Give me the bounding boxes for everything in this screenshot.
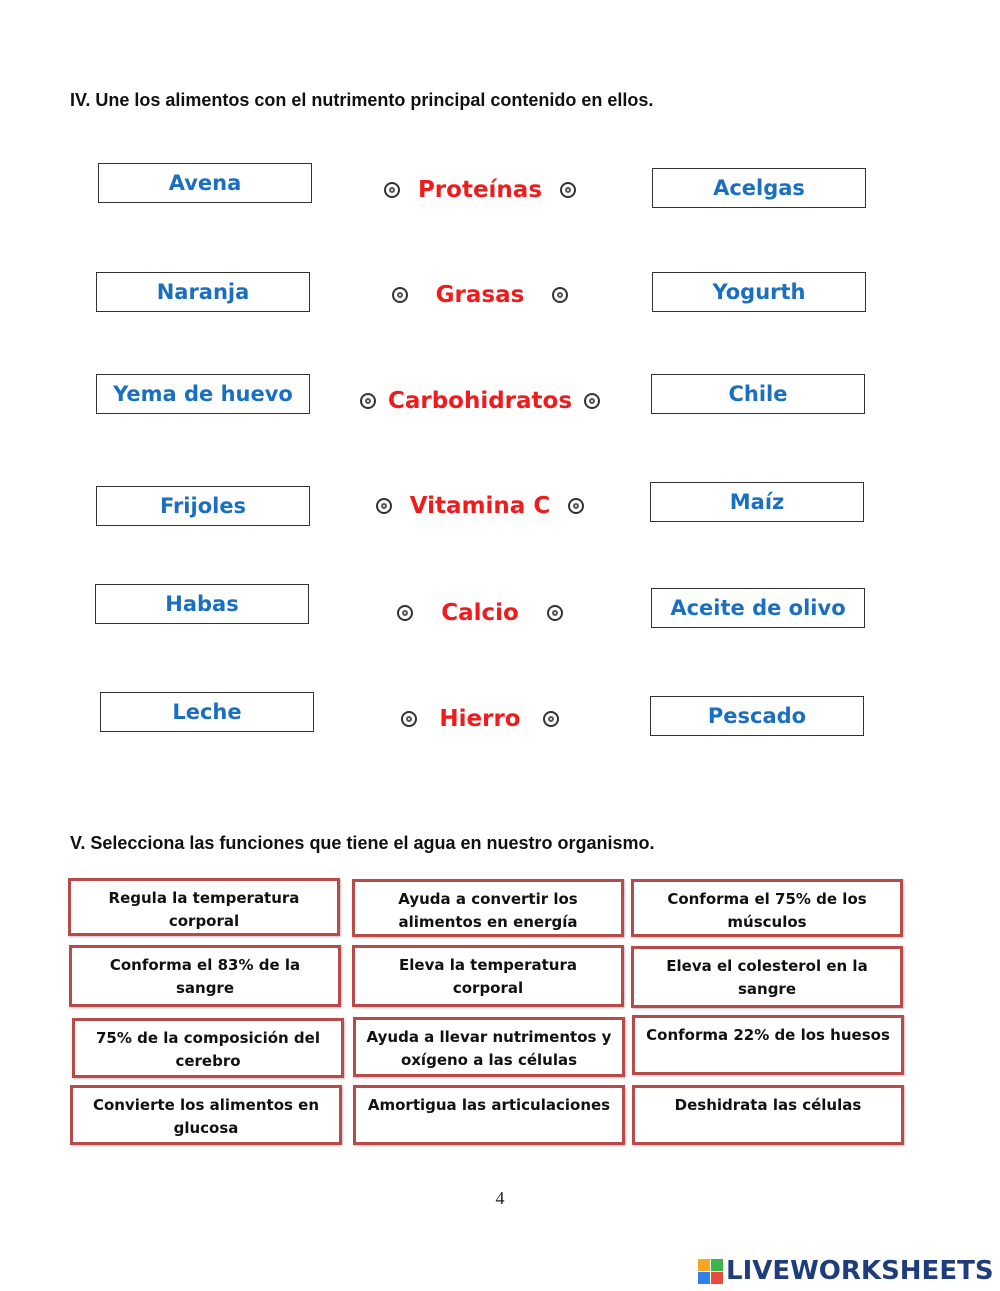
right-food-chile[interactable]: Chile	[651, 374, 865, 414]
match-dot-right-icon[interactable]	[568, 498, 584, 514]
match-dot-right-icon[interactable]	[584, 393, 600, 409]
liveworksheets-logo[interactable]	[698, 1256, 994, 1286]
page-number: 4	[495, 1188, 505, 1208]
nutrient-row-3	[340, 381, 620, 421]
left-food-yema-de-huevo[interactable]: Yema de huevo	[96, 374, 310, 414]
function-option[interactable]: Conforma el 83% de la sangre	[69, 945, 341, 1007]
nutrient-row-5	[340, 593, 620, 633]
logo-text: LIVEWORKSHEETS	[726, 1256, 994, 1286]
function-option[interactable]: Conforma 22% de los huesos	[632, 1015, 904, 1075]
function-option[interactable]: Conforma el 75% de los músculos	[631, 879, 903, 937]
right-food-acelgas[interactable]: Acelgas	[652, 168, 866, 208]
match-dot-left-icon[interactable]	[397, 605, 413, 621]
match-dot-right-icon[interactable]	[560, 182, 576, 198]
nutrient-proteinas: Proteínas	[417, 177, 543, 203]
right-food-yogurth[interactable]: Yogurth	[652, 272, 866, 312]
function-option[interactable]: 75% de la composición del cerebro	[72, 1018, 344, 1078]
section-4-heading: IV. Une los alimentos con el nutrimento principal contenido en ellos.	[70, 90, 654, 110]
left-food-avena[interactable]: Avena	[98, 163, 312, 203]
section-5-heading: V. Selecciona las funciones que tiene el agua en nuestro organismo.	[70, 833, 655, 853]
nutrient-carbohidratos: Carbohidratos	[387, 388, 573, 414]
function-option[interactable]: Amortigua las articulaciones	[353, 1085, 625, 1145]
match-dot-left-icon[interactable]	[384, 182, 400, 198]
nutrient-vitamina-c: Vitamina C	[409, 493, 551, 519]
function-option[interactable]: Ayuda a convertir los alimentos en energía	[352, 879, 624, 937]
match-dot-right-icon[interactable]	[552, 287, 568, 303]
right-food-maiz[interactable]: Maíz	[650, 482, 864, 522]
function-option[interactable]: Convierte los alimentos en glucosa	[70, 1085, 342, 1145]
match-dot-right-icon[interactable]	[543, 711, 559, 727]
match-dot-left-icon[interactable]	[376, 498, 392, 514]
function-option[interactable]: Deshidrata las células	[632, 1085, 904, 1145]
nutrient-row-4	[340, 486, 620, 526]
left-food-leche[interactable]: Leche	[100, 692, 314, 732]
nutrient-row-2	[340, 275, 620, 315]
nutrient-grasas: Grasas	[435, 282, 525, 308]
right-food-aceite-de-olivo[interactable]: Aceite de olivo	[651, 588, 865, 628]
right-food-pescado[interactable]: Pescado	[650, 696, 864, 736]
nutrient-calcio: Calcio	[441, 600, 519, 626]
liveworksheets-cube-icon	[698, 1259, 723, 1284]
left-food-frijoles[interactable]: Frijoles	[96, 486, 310, 526]
match-dot-left-icon[interactable]	[392, 287, 408, 303]
function-option[interactable]: Regula la temperatura corporal	[68, 878, 340, 936]
nutrient-row-1	[340, 170, 620, 210]
match-dot-left-icon[interactable]	[401, 711, 417, 727]
function-option[interactable]: Eleva la temperatura corporal	[352, 945, 624, 1007]
match-dot-right-icon[interactable]	[547, 605, 563, 621]
left-food-naranja[interactable]: Naranja	[96, 272, 310, 312]
nutrient-row-6	[340, 699, 620, 739]
match-dot-left-icon[interactable]	[360, 393, 376, 409]
function-option[interactable]: Eleva el colesterol en la sangre	[631, 946, 903, 1008]
nutrient-hierro: Hierro	[439, 706, 521, 732]
left-food-habas[interactable]: Habas	[95, 584, 309, 624]
function-option[interactable]: Ayuda a llevar nutrimentos y oxígeno a las células	[353, 1017, 625, 1077]
